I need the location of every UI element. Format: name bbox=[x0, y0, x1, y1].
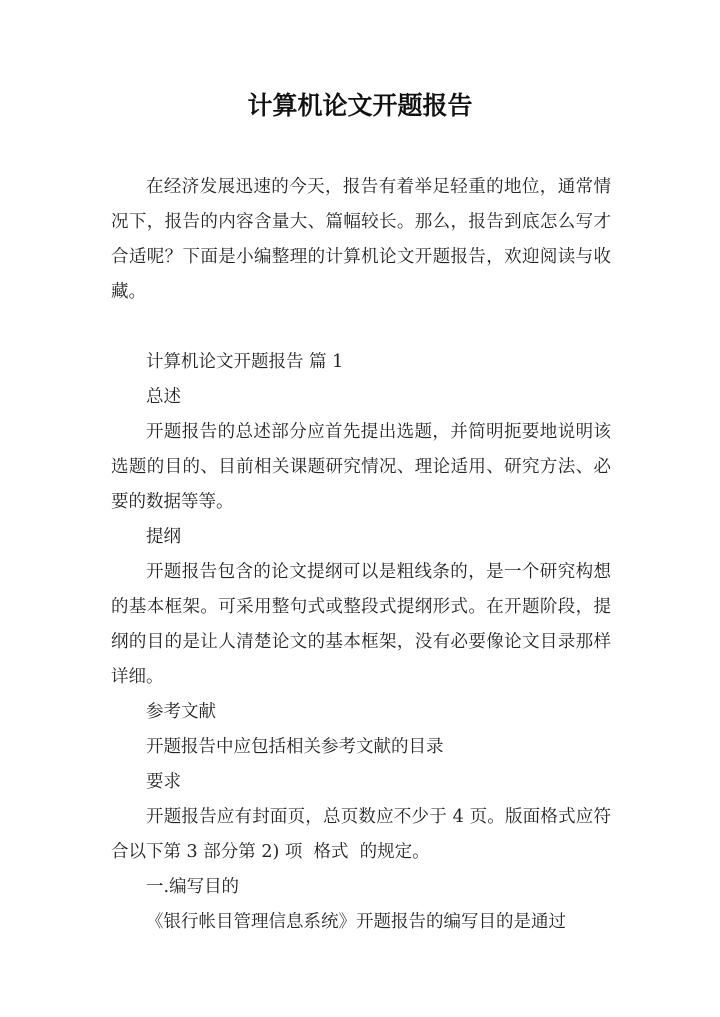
heading-purpose: 一.编写目的 bbox=[146, 877, 240, 897]
paragraph-purpose: 《银行帐目管理信息系统》开题报告的编写目的是通过 bbox=[146, 912, 566, 932]
paragraph-references: 开题报告中应包括相关参考文献的目录 bbox=[146, 737, 444, 757]
paragraph-requirements: 开题报告应有封面页，总页数应不少于 4 页。版面格式应符合以下第 3 部分第 2) 项 格式 的规定。 bbox=[111, 807, 611, 862]
document-title: 计算机论文开题报告 bbox=[247, 91, 473, 120]
heading-outline: 提纲 bbox=[146, 527, 181, 547]
paragraph-spacer bbox=[111, 310, 611, 345]
document-body bbox=[111, 170, 611, 940]
heading-requirements: 要求 bbox=[146, 772, 181, 792]
intro-paragraph: 在经济发展迅速的今天，报告有着举足轻重的地位，通常情况下，报告的内容含量大、篇幅较长。那么，报告到底怎么写才合适呢？下面是小编整理的计算机论文开题报告，欢迎阅读与收藏。 bbox=[111, 177, 611, 302]
paragraph-outline: 开题报告包含的论文提纲可以是粗线条的，是一个研究构想的基本框架。可采用整句式或整段式提纲形式。在开题阶段，提纲的目的是让人清楚论文的基本框架，没有必要像论文目录那样详细。 bbox=[111, 562, 611, 687]
heading-overview: 总述 bbox=[146, 387, 181, 407]
paragraph-overview: 开题报告的总述部分应首先提出选题，并简明扼要地说明该选题的目的、目前相关课题研究情况、理论适用、研究方法、必要的数据等等。 bbox=[111, 422, 611, 512]
heading-references: 参考文献 bbox=[146, 702, 216, 722]
section-title: 计算机论文开题报告 篇 1 bbox=[146, 352, 344, 372]
